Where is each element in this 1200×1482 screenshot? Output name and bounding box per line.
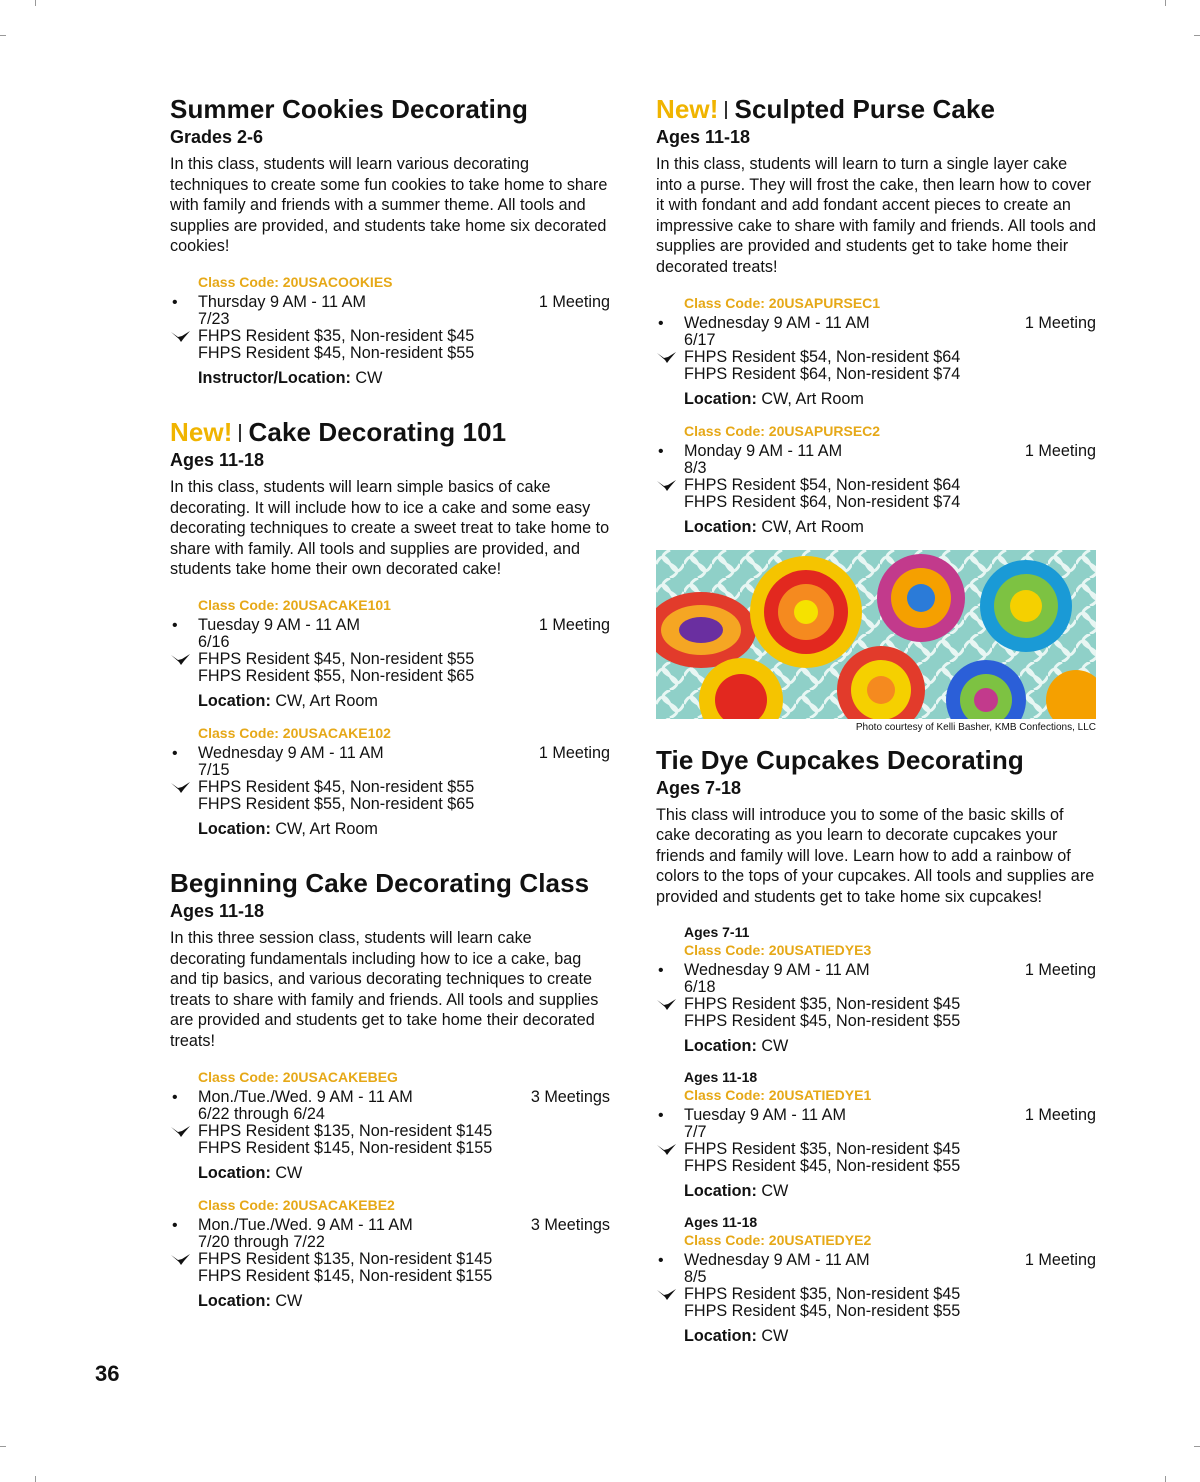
session-day-time: Wednesday 9 AM - 11 AM xyxy=(684,313,870,332)
session-dates: 8/5 xyxy=(684,1267,707,1286)
location-label: Location: xyxy=(684,1326,757,1345)
fee-line xyxy=(198,1123,610,1140)
session-dates: 6/18 xyxy=(684,977,716,996)
course-grades: Ages 11-18 xyxy=(170,449,265,470)
session-time-line xyxy=(172,743,610,762)
location-label: Location: xyxy=(684,1036,757,1055)
session-day-time: Mon./Tue./Wed. 9 AM - 11 AM xyxy=(198,1087,413,1106)
location-value: CW, Art Room xyxy=(756,389,864,408)
session-day-time: Monday 9 AM - 11 AM xyxy=(684,441,843,460)
bullet-icon: • xyxy=(172,616,178,634)
course-description: In this class, students will learn simple basics of cake decorating. It will include how to ice a cake and some easy decorating techniques to create a sweet treat to take home to share with family. All tools and supplies are provided, and students take home their own decorated cake! xyxy=(170,477,610,579)
course-description: In this class, students will learn to turn a single layer cake into a purse. They will frost the cake, then learn how to cover it with fondant and add fondant accent pieces to create an impressive cake to share with family and friends. All tools and supplies are provided and students get to take home their decorated treats! xyxy=(656,155,1096,276)
new-badge: New! xyxy=(656,94,719,124)
location-label: Location: xyxy=(198,819,271,838)
session-day-time: Wednesday 9 AM - 11 AM xyxy=(684,1250,870,1269)
session-dates: 6/16 xyxy=(198,632,230,651)
class-code: Class Code: 20USATIEDYE3 xyxy=(684,941,872,958)
session-time-line xyxy=(172,1087,610,1106)
class-code: Class Code: 20USACAKEBEG xyxy=(198,1068,398,1085)
bullet-icon: • xyxy=(658,961,664,979)
location xyxy=(684,1037,1096,1055)
session xyxy=(172,1068,610,1182)
meeting-count: 1 Meeting xyxy=(1024,1250,1096,1269)
location-value: CW xyxy=(756,1036,789,1055)
bird-icon xyxy=(170,780,192,796)
fee-line xyxy=(684,477,1096,494)
location xyxy=(198,692,610,710)
location-label: Location: xyxy=(198,1291,271,1310)
crop-mark xyxy=(35,1476,36,1482)
session-time-line xyxy=(172,292,610,311)
session xyxy=(658,422,1096,536)
page-number: 36 xyxy=(95,1361,120,1386)
crop-mark xyxy=(0,35,6,36)
left-column xyxy=(170,92,610,1324)
crop-mark xyxy=(1165,1476,1166,1482)
session-list xyxy=(172,1068,610,1310)
location xyxy=(684,518,1096,536)
session-time-line xyxy=(658,1250,1096,1269)
course-grades: Ages 11-18 xyxy=(656,127,751,147)
session-list xyxy=(658,294,1096,536)
class-code: Class Code: 20USACAKEBE2 xyxy=(198,1196,395,1213)
session-dates: 7/23 xyxy=(198,309,230,328)
course-tie-dye-cupcakes xyxy=(656,743,1096,1345)
course-description: In this class, students will learn various decorating techniques to create some fun cookies to take home to share with family and friends with a summer theme. All tools and supplies are provided, and students take home six decorated cookies! xyxy=(170,155,608,256)
meeting-count: 1 Meeting xyxy=(538,615,610,634)
location-value: CW xyxy=(756,1326,789,1345)
location-label: Location: xyxy=(198,1163,271,1182)
session-day-time: Wednesday 9 AM - 11 AM xyxy=(198,743,384,762)
fee-line xyxy=(198,651,610,668)
bird-icon xyxy=(656,478,678,494)
fee-line xyxy=(198,328,610,345)
location-value: CW, Art Room xyxy=(270,819,378,838)
session xyxy=(172,724,610,838)
course-beginning-cake xyxy=(170,866,610,1310)
location xyxy=(684,390,1096,408)
location xyxy=(198,820,610,838)
session-day-time: Mon./Tue./Wed. 9 AM - 11 AM xyxy=(198,1215,413,1234)
class-code: Class Code: 20USATIEDYE1 xyxy=(684,1086,872,1103)
bird-icon xyxy=(170,1124,192,1140)
crop-mark xyxy=(35,0,36,6)
bullet-icon: • xyxy=(658,1251,664,1269)
fee-early: FHPS Resident $35, Non-resident $45 xyxy=(198,326,475,345)
fee-regular: FHPS Resident $45, Non-resident $55 xyxy=(684,1011,961,1030)
crop-mark xyxy=(1165,0,1166,6)
fee-line xyxy=(684,1286,1096,1303)
fee-regular: FHPS Resident $45, Non-resident $55 xyxy=(198,343,475,362)
cupcakes-photo xyxy=(656,550,1096,719)
fee-early: FHPS Resident $54, Non-resident $64 xyxy=(684,347,961,366)
fee-line xyxy=(684,1141,1096,1158)
fee-line xyxy=(198,1251,610,1268)
right-column xyxy=(656,92,1096,1359)
location xyxy=(198,1164,610,1182)
session xyxy=(172,1196,610,1310)
location-label: Instructor/Location: xyxy=(198,368,351,387)
session xyxy=(658,1213,1096,1345)
session-time-line xyxy=(658,1105,1096,1124)
session-age: Ages 11-18 xyxy=(684,1213,758,1230)
photo-credit: Photo courtesy of Kelli Basher, KMB Confections, LLC xyxy=(855,721,1096,733)
location-value: CW, Art Room xyxy=(756,517,864,536)
bird-icon xyxy=(170,1252,192,1268)
class-code: Class Code: 20USACAKE102 xyxy=(198,724,391,741)
session xyxy=(658,923,1096,1055)
bird-icon xyxy=(656,1142,678,1158)
meeting-count: 1 Meeting xyxy=(1024,960,1096,979)
bullet-icon: • xyxy=(172,1216,178,1234)
fee-regular: FHPS Resident $64, Non-resident $74 xyxy=(684,364,961,383)
meeting-count: 1 Meeting xyxy=(538,743,610,762)
bullet-icon: • xyxy=(658,442,664,460)
bullet-icon: • xyxy=(658,1106,664,1124)
session-day-time: Thursday 9 AM - 11 AM xyxy=(198,292,366,311)
session-time-line xyxy=(172,615,610,634)
session-age: Ages 7-11 xyxy=(684,923,750,940)
fee-regular: FHPS Resident $145, Non-resident $155 xyxy=(198,1138,493,1157)
bird-icon xyxy=(656,1287,678,1303)
bullet-icon: • xyxy=(172,744,178,762)
fee-regular: FHPS Resident $45, Non-resident $55 xyxy=(684,1156,961,1175)
location-label: Location: xyxy=(684,389,757,408)
location-label: Location: xyxy=(684,1181,757,1200)
course-title: Summer Cookies Decorating xyxy=(170,94,528,124)
session-dates: 8/3 xyxy=(684,458,707,477)
session xyxy=(658,294,1096,408)
course-title: New! Cake Decorating 101 xyxy=(170,416,507,447)
fee-line xyxy=(684,996,1096,1013)
class-code: Class Code: 20USAPURSEC2 xyxy=(684,422,881,439)
title-separator xyxy=(725,101,727,119)
session-list xyxy=(172,273,610,387)
session-dates: 7/20 through 7/22 xyxy=(198,1232,325,1251)
fee-early: FHPS Resident $35, Non-resident $45 xyxy=(684,1139,961,1158)
class-code: Class Code: 20USATIEDYE2 xyxy=(684,1231,872,1248)
meeting-count: 1 Meeting xyxy=(1024,1105,1096,1124)
crop-mark xyxy=(1194,1446,1200,1447)
class-code: Class Code: 20USACAKE101 xyxy=(198,596,391,613)
session xyxy=(172,273,610,387)
new-badge: New! xyxy=(170,416,233,447)
bird-icon xyxy=(170,329,192,345)
location xyxy=(198,369,610,387)
fee-regular: FHPS Resident $145, Non-resident $155 xyxy=(198,1266,493,1285)
fee-regular: FHPS Resident $55, Non-resident $65 xyxy=(198,794,475,813)
class-code: Class Code: 20USACOOKIES xyxy=(198,273,393,290)
fee-line xyxy=(198,779,610,796)
session-dates: 6/17 xyxy=(684,330,716,349)
location xyxy=(198,1292,610,1310)
crop-mark xyxy=(0,1446,6,1447)
meeting-count: 1 Meeting xyxy=(1024,441,1096,460)
session-dates: 6/22 through 6/24 xyxy=(198,1104,325,1123)
location-value: CW, Art Room xyxy=(270,691,378,710)
meeting-count: 3 Meetings xyxy=(530,1215,610,1234)
course-summer-cookies xyxy=(170,92,610,387)
fee-regular: FHPS Resident $55, Non-resident $65 xyxy=(198,666,475,685)
course-grades: Ages 7-18 xyxy=(656,777,742,798)
course-cake-decorating-101 xyxy=(170,415,610,838)
fee-early: FHPS Resident $35, Non-resident $45 xyxy=(684,994,961,1013)
fee-regular: FHPS Resident $64, Non-resident $74 xyxy=(684,492,961,511)
course-title: Tie Dye Cupcakes Decorating xyxy=(656,744,1024,775)
session-time-line xyxy=(658,313,1096,332)
course-title: Beginning Cake Decorating Class xyxy=(170,867,590,898)
fee-early: FHPS Resident $45, Non-resident $55 xyxy=(198,649,475,668)
fee-early: FHPS Resident $135, Non-resident $145 xyxy=(198,1249,493,1268)
session-dates: 7/7 xyxy=(684,1122,707,1141)
fee-line xyxy=(684,349,1096,366)
session-time-line xyxy=(172,1215,610,1234)
location-value: CW xyxy=(350,368,383,387)
session-day-time: Tuesday 9 AM - 11 AM xyxy=(684,1105,846,1124)
location xyxy=(684,1327,1096,1345)
bullet-icon: • xyxy=(658,314,664,332)
location-label: Location: xyxy=(198,691,271,710)
fee-early: FHPS Resident $35, Non-resident $45 xyxy=(684,1284,961,1303)
session-day-time: Wednesday 9 AM - 11 AM xyxy=(684,960,870,979)
class-code: Class Code: 20USAPURSEC1 xyxy=(684,294,881,311)
meeting-count: 3 Meetings xyxy=(530,1087,610,1106)
course-grades: Grades 2-6 xyxy=(170,127,264,147)
meeting-count: 1 Meeting xyxy=(538,292,610,311)
course-grades: Ages 11-18 xyxy=(170,900,265,921)
bullet-icon: • xyxy=(172,293,178,311)
meeting-count: 1 Meeting xyxy=(1024,313,1096,332)
session-time-line xyxy=(658,441,1096,460)
bird-icon xyxy=(170,652,192,668)
fee-early: FHPS Resident $135, Non-resident $145 xyxy=(198,1121,493,1140)
fee-regular: FHPS Resident $45, Non-resident $55 xyxy=(684,1301,961,1320)
location-value: CW xyxy=(756,1181,789,1200)
course-title: New! Sculpted Purse Cake xyxy=(656,94,996,124)
location-label: Location: xyxy=(684,517,757,536)
fee-early: FHPS Resident $45, Non-resident $55 xyxy=(198,777,475,796)
session-time-line xyxy=(658,960,1096,979)
session xyxy=(658,1068,1096,1200)
session-day-time: Tuesday 9 AM - 11 AM xyxy=(198,615,360,634)
course-description: This class will introduce you to some of the basic skills of cake decorating as you learn to decorate cupcakes your friends and family will love. Learn how to add a rainbow of colors to the tops of your cupcakes. All tools and supplies are provided and students get to take home six cupcakes! xyxy=(656,805,1095,906)
session-age: Ages 11-18 xyxy=(684,1068,758,1085)
bird-icon xyxy=(656,997,678,1013)
crop-mark xyxy=(1194,35,1200,36)
session xyxy=(172,596,610,710)
session-list xyxy=(172,596,610,838)
location-value: CW xyxy=(270,1291,303,1310)
fee-early: FHPS Resident $54, Non-resident $64 xyxy=(684,475,961,494)
bird-icon xyxy=(656,350,678,366)
bullet-icon: • xyxy=(172,1088,178,1106)
session-dates: 7/15 xyxy=(198,760,230,779)
location xyxy=(684,1182,1096,1200)
course-sculpted-purse xyxy=(656,92,1096,536)
title-separator xyxy=(239,424,241,442)
course-description: In this three session class, students will learn cake decorating fundamentals including how to ice a cake, bag and tip basics, and various decorating techniques to create treats to share with family and friends. All tools and supplies are provided and students get to take home their decorated treats! xyxy=(170,928,599,1050)
location-value: CW xyxy=(270,1163,303,1182)
session-list xyxy=(658,923,1096,1345)
